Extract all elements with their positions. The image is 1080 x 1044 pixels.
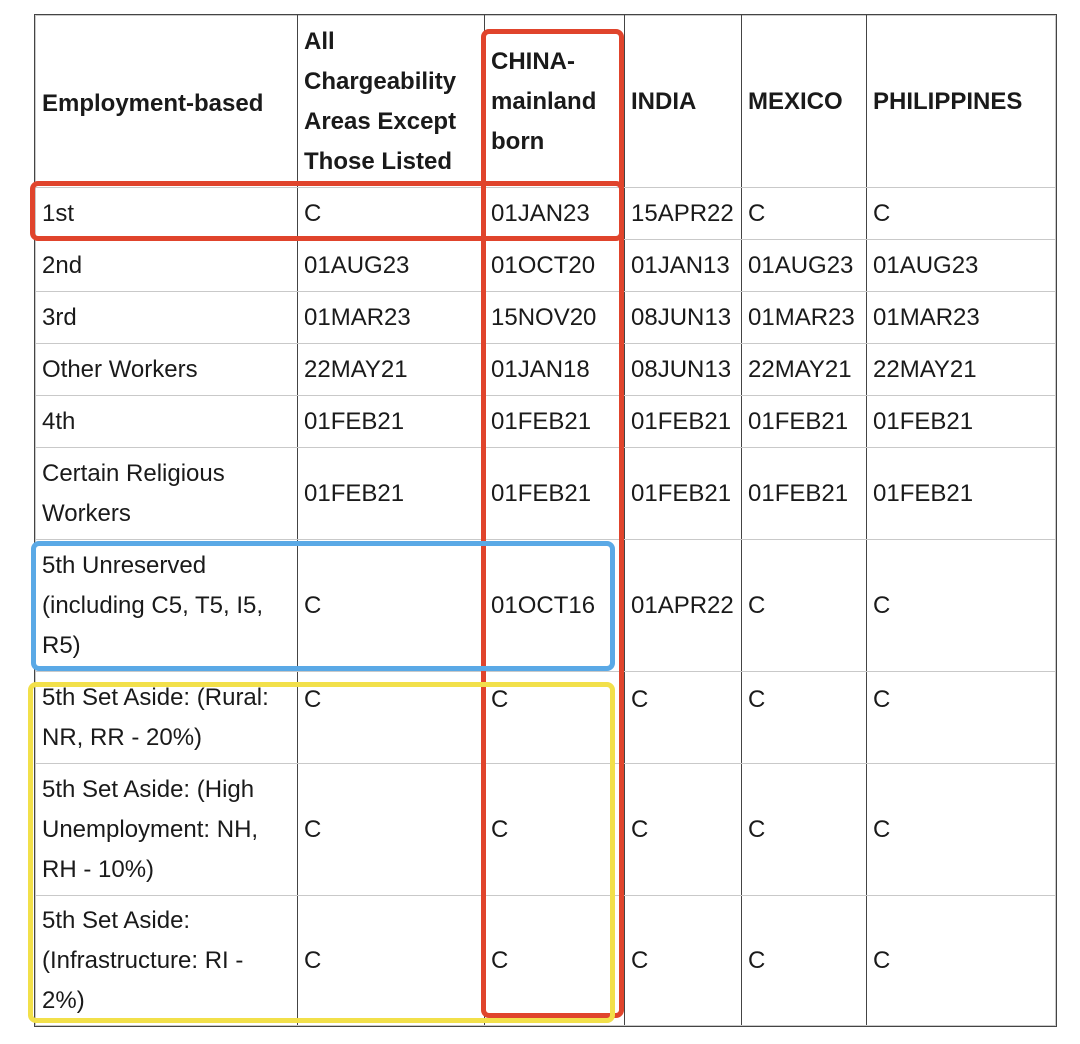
table-cell: 01JAN18	[485, 344, 625, 396]
table-cell: C	[485, 672, 625, 764]
table-cell: C	[742, 188, 867, 240]
table-cell: C	[625, 764, 742, 896]
table-cell: 01FEB21	[485, 396, 625, 448]
table-cell: C	[298, 540, 485, 672]
table-cell: 22MAY21	[867, 344, 1056, 396]
table-row	[36, 188, 1056, 240]
table-cell: 01OCT20	[485, 240, 625, 292]
table-cell: 01FEB21	[298, 396, 485, 448]
table-cell: 22MAY21	[298, 344, 485, 396]
table-cell: 01AUG23	[867, 240, 1056, 292]
table-cell: 01MAR23	[742, 292, 867, 344]
table-cell: 01FEB21	[742, 396, 867, 448]
row-category: 3rd	[36, 292, 298, 344]
row-category: 2nd	[36, 240, 298, 292]
table-cell: C	[298, 896, 485, 1026]
header-india: INDIA	[625, 16, 742, 188]
table-cell: C	[867, 540, 1056, 672]
table-cell: C	[298, 188, 485, 240]
table-cell: 01JAN13	[625, 240, 742, 292]
table-row	[36, 344, 1056, 396]
table-cell: C	[485, 764, 625, 896]
table-cell: 01MAR23	[298, 292, 485, 344]
table-cell: C	[742, 672, 867, 764]
header-philippines: PHILIPPINES	[867, 16, 1056, 188]
row-category: 5th Set Aside: (Rural: NR, RR - 20%)	[36, 672, 298, 764]
table-cell: C	[867, 896, 1056, 1026]
table-row	[36, 672, 1056, 764]
table-row	[36, 896, 1056, 1026]
row-category: 5th Set Aside: (High Unemployment: NH, RH - 10%)	[36, 764, 298, 896]
table-row	[36, 292, 1056, 344]
table-cell: 01FEB21	[298, 448, 485, 540]
table-cell: 01APR22	[625, 540, 742, 672]
table-cell: 01AUG23	[742, 240, 867, 292]
table-cell: C	[298, 764, 485, 896]
table-row	[36, 240, 1056, 292]
table-cell: 01JAN23	[485, 188, 625, 240]
table-cell: C	[298, 672, 485, 764]
row-category: Other Workers	[36, 344, 298, 396]
table-cell: 01OCT16	[485, 540, 625, 672]
table-cell: 01FEB21	[625, 396, 742, 448]
table-cell: 01MAR23	[867, 292, 1056, 344]
row-category: 1st	[36, 188, 298, 240]
table-cell: C	[742, 764, 867, 896]
table-cell: C	[867, 764, 1056, 896]
table-cell: 15APR22	[625, 188, 742, 240]
table-cell: 01FEB21	[625, 448, 742, 540]
visa-bulletin-table	[35, 15, 1056, 1026]
table-row	[36, 448, 1056, 540]
table-cell: C	[742, 896, 867, 1026]
table-cell: 01FEB21	[867, 396, 1056, 448]
table-cell: 08JUN13	[625, 344, 742, 396]
table-cell: C	[867, 672, 1056, 764]
table-row	[36, 764, 1056, 896]
table-cell: 15NOV20	[485, 292, 625, 344]
row-category: 5th Set Aside: (Infrastructure: RI - 2%)	[36, 896, 298, 1026]
table-row	[36, 396, 1056, 448]
header-china: CHINA-mainland born	[485, 16, 625, 188]
table-cell: 01FEB21	[485, 448, 625, 540]
table-cell: 01FEB21	[867, 448, 1056, 540]
table-cell: 01FEB21	[742, 448, 867, 540]
header-row	[36, 16, 1056, 188]
row-category: 5th Unreserved (including C5, T5, I5, R5)	[36, 540, 298, 672]
table-cell: 22MAY21	[742, 344, 867, 396]
table-cell: C	[625, 672, 742, 764]
table-row	[36, 540, 1056, 672]
row-category: 4th	[36, 396, 298, 448]
header-employment-based: Employment-based	[36, 16, 298, 188]
row-category: Certain Religious Workers	[36, 448, 298, 540]
header-mexico: MEXICO	[742, 16, 867, 188]
table-cell: C	[625, 896, 742, 1026]
table-cell: C	[867, 188, 1056, 240]
table-cell: C	[742, 540, 867, 672]
table-cell: C	[485, 896, 625, 1026]
table-cell: 01AUG23	[298, 240, 485, 292]
header-all-chargeability: All Chargeability Areas Except Those Listed	[298, 16, 485, 188]
table-cell: 08JUN13	[625, 292, 742, 344]
